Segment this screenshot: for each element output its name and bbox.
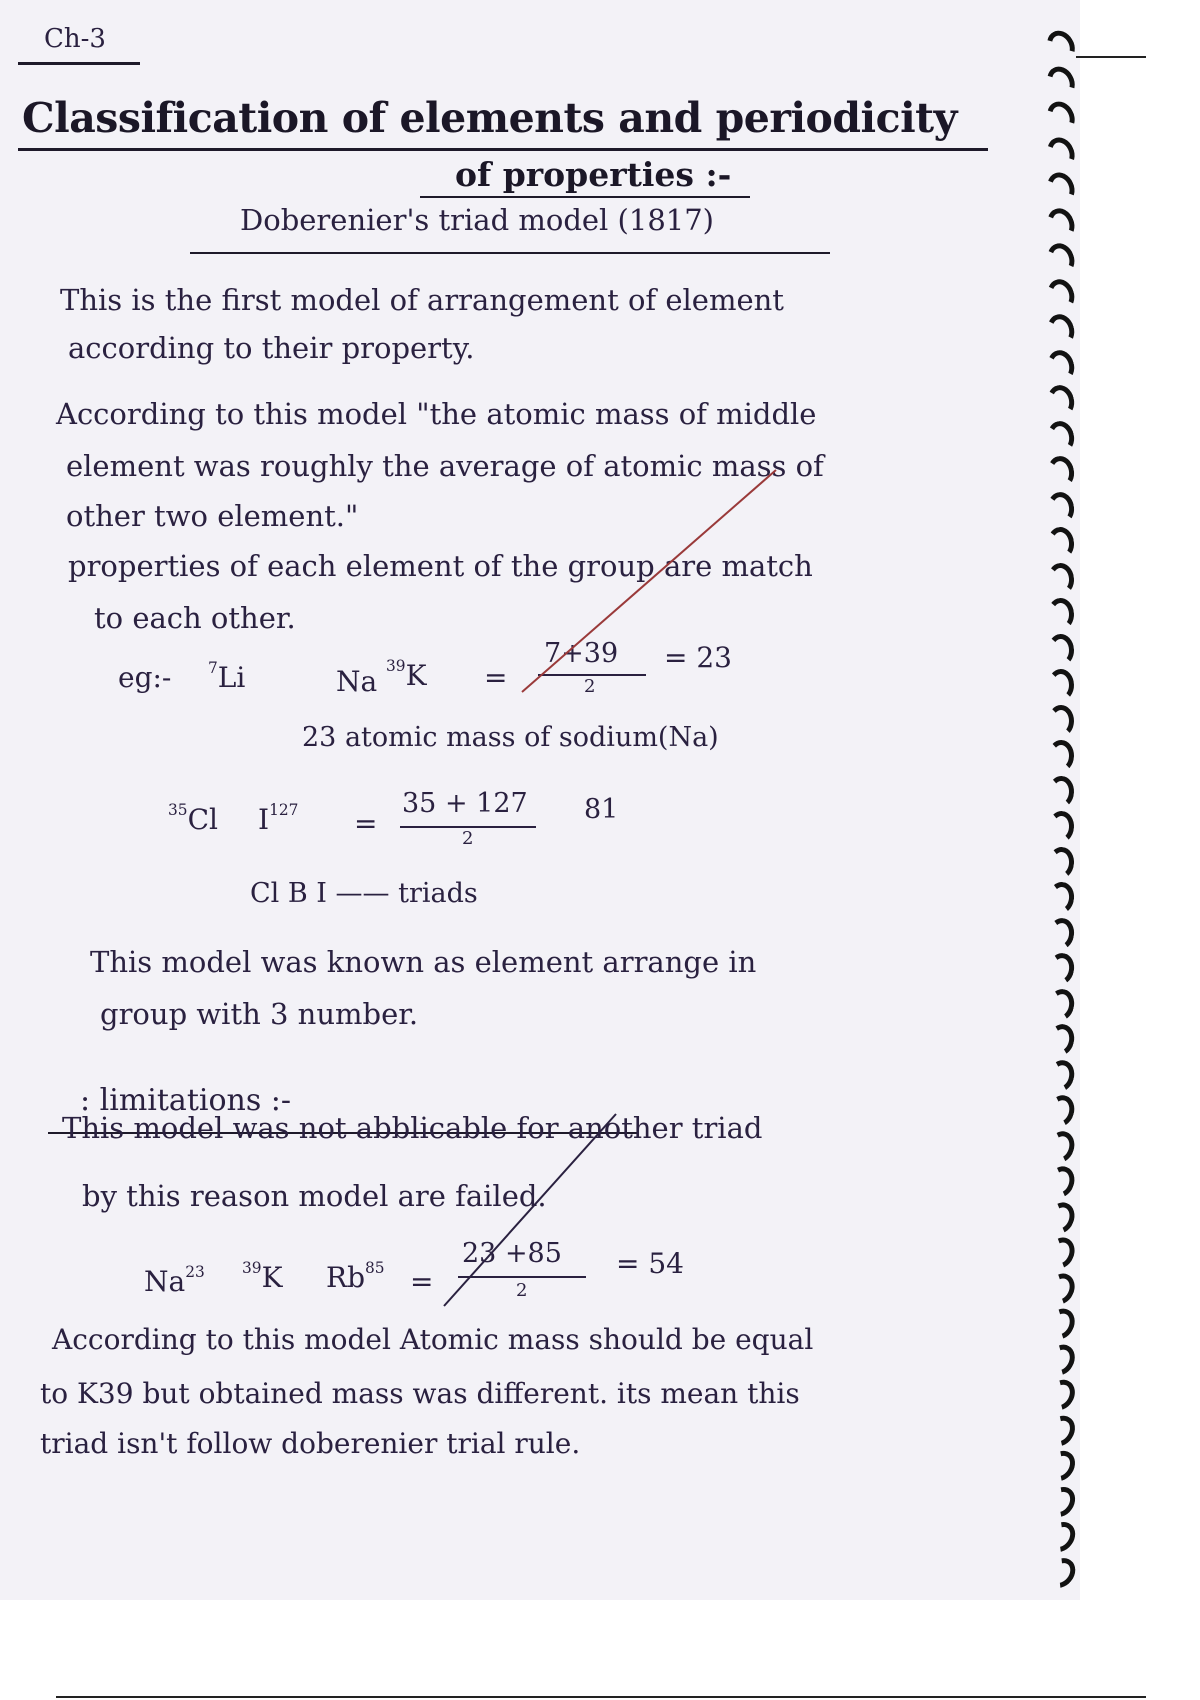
rb-mass: 85 xyxy=(365,1259,385,1278)
binding-ring xyxy=(1048,1415,1070,1441)
binding-ring xyxy=(1048,1095,1070,1121)
spiral-binding xyxy=(1040,30,1090,1590)
binding-ring xyxy=(1048,1131,1070,1157)
binding-ring xyxy=(1048,137,1070,163)
example3-rb xyxy=(326,1259,385,1294)
para6-line1: According to this model Atomic mass should be equal xyxy=(52,1323,814,1356)
para5-line1: This model was not abblicable for another triad xyxy=(62,1111,763,1145)
binding-ring xyxy=(1048,456,1070,482)
binding-ring xyxy=(1048,1166,1070,1192)
binding-ring xyxy=(1048,563,1070,589)
example1-numerator: 7+39 xyxy=(544,638,619,669)
para1-line1: This is the first model of arrangement of element xyxy=(60,283,784,317)
na-symbol: Na xyxy=(144,1265,186,1298)
para2-line2: element was roughly the average of atomic mass of xyxy=(66,449,824,483)
title-line2-underline xyxy=(420,196,750,198)
example1-denominator: 2 xyxy=(584,676,596,697)
chapter-underline xyxy=(18,62,140,65)
binding-ring xyxy=(1048,847,1070,873)
binding-ring xyxy=(1048,314,1070,340)
k39-mass: 39 xyxy=(242,1259,262,1278)
para2-line3: other two element." xyxy=(66,499,359,533)
binding-ring xyxy=(1048,492,1070,518)
example2-fraction xyxy=(400,790,540,854)
binding-ring xyxy=(1048,279,1070,305)
binding-ring xyxy=(1048,953,1070,979)
binding-ring xyxy=(1048,350,1070,376)
para6-line3: triad isn't follow doberenier trial rule. xyxy=(40,1427,581,1460)
example2-eq: = xyxy=(354,807,378,840)
example3-numerator: 23 +85 xyxy=(462,1238,562,1269)
example3-fraction xyxy=(458,1240,588,1304)
binding-ring xyxy=(1048,989,1070,1015)
binding-ring xyxy=(1048,1237,1070,1263)
binding-ring xyxy=(1048,1344,1070,1370)
binding-ring xyxy=(1048,527,1070,553)
na-mass: 23 xyxy=(185,1263,205,1282)
binding-ring xyxy=(1048,172,1070,198)
section-heading: Doberenier's triad model (1817) xyxy=(240,203,714,237)
li-mass: 7 xyxy=(208,659,218,678)
page-title-line1: Classification of elements and periodicity xyxy=(22,94,957,142)
binding-ring xyxy=(1048,1202,1070,1228)
i-symbol: I xyxy=(258,803,270,836)
k39-symbol: K xyxy=(261,1261,283,1294)
k-symbol: K xyxy=(405,659,427,692)
para5-line2: by this reason model are failed. xyxy=(82,1179,547,1213)
binding-ring xyxy=(1048,66,1070,92)
para2-line1: According to this model "the atomic mass of middle xyxy=(56,397,817,431)
binding-ring xyxy=(1048,1024,1070,1050)
example1-prefix: eg:- xyxy=(118,661,172,694)
chapter-label: Ch-3 xyxy=(44,24,106,54)
example2-result: 81 xyxy=(584,794,619,825)
binding-ring xyxy=(1048,421,1070,447)
section-heading-underline xyxy=(190,252,830,254)
example2-triads: Cl B I —— triads xyxy=(250,878,478,909)
binding-ring xyxy=(1048,1450,1070,1476)
binding-ring xyxy=(1048,1521,1070,1547)
binding-ring xyxy=(1048,634,1070,660)
binding-ring xyxy=(1048,1379,1070,1405)
binding-ring xyxy=(1048,1486,1070,1512)
binding-ring xyxy=(1048,811,1070,837)
example1-li xyxy=(208,659,246,694)
binding-ring xyxy=(1048,243,1070,269)
binding-ring xyxy=(1048,669,1070,695)
page-title-line2: of properties :- xyxy=(455,155,732,194)
binding-ring xyxy=(1048,30,1070,56)
cl-symbol: Cl xyxy=(187,803,218,836)
bottom-rule xyxy=(56,1696,1146,1698)
example3-eq: = xyxy=(410,1265,434,1298)
binding-ring xyxy=(1048,1308,1070,1334)
binding-ring xyxy=(1048,101,1070,127)
example1-note: 23 atomic mass of sodium(Na) xyxy=(302,722,719,753)
strike-line-1 xyxy=(520,466,780,696)
para1-line2: according to their property. xyxy=(68,331,475,365)
rb-symbol: Rb xyxy=(326,1261,366,1294)
para3-line1: properties of each element of the group are match xyxy=(68,549,813,583)
binding-ring xyxy=(1048,598,1070,624)
example1-result: = 23 xyxy=(664,641,732,674)
binding-ring xyxy=(1048,882,1070,908)
cl-mass: 35 xyxy=(168,801,188,820)
binding-ring xyxy=(1048,705,1070,731)
example3-result: = 54 xyxy=(616,1247,684,1280)
para3-line2: to each other. xyxy=(94,601,296,635)
i-mass: 127 xyxy=(269,801,299,820)
title-underline xyxy=(18,148,988,151)
example2-cl xyxy=(168,801,218,836)
para4-line2: group with 3 number. xyxy=(100,997,419,1031)
example2-denominator: 2 xyxy=(462,828,474,849)
k-mass: 39 xyxy=(386,657,406,676)
li-symbol: Li xyxy=(217,661,246,694)
example2-i xyxy=(258,801,299,836)
binding-ring xyxy=(1048,208,1070,234)
binding-ring xyxy=(1048,1557,1070,1583)
example3-k xyxy=(242,1259,283,1294)
example1-na: Na xyxy=(336,665,378,698)
binding-ring xyxy=(1048,776,1070,802)
example1-eq: = xyxy=(484,661,508,694)
binding-ring xyxy=(1048,740,1070,766)
example3-denominator: 2 xyxy=(516,1280,528,1301)
para6-line2: to K39 but obtained mass was different. its mean this xyxy=(40,1377,800,1410)
limitations-heading: : limitations :- xyxy=(80,1083,292,1118)
para4-line1: This model was known as element arrange in xyxy=(90,945,757,979)
example3-na xyxy=(144,1263,205,1298)
binding-ring xyxy=(1048,1060,1070,1086)
example1-k xyxy=(386,657,427,692)
binding-ring xyxy=(1048,918,1070,944)
binding-ring xyxy=(1048,385,1070,411)
example3-fraction-bar xyxy=(458,1276,586,1278)
example2-numerator: 35 + 127 xyxy=(402,788,528,819)
binding-ring xyxy=(1048,1273,1070,1299)
